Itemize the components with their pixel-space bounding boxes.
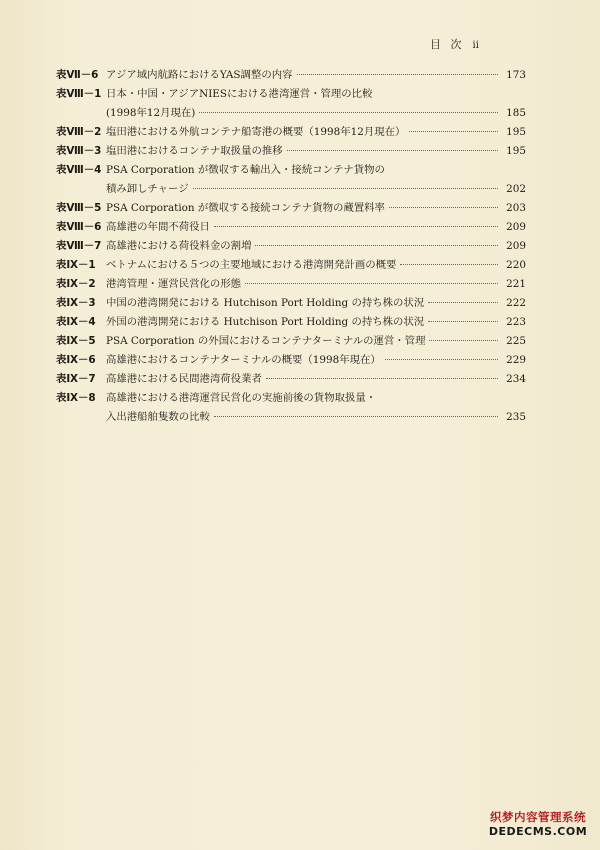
page-number: 222	[506, 297, 526, 309]
page-number: 173	[506, 69, 526, 81]
table-code: 表Ⅸ－8	[56, 392, 96, 404]
header-label: 目 次	[430, 38, 465, 51]
toc-entry-line	[56, 104, 526, 123]
page-number: 220	[506, 259, 526, 271]
dot-leader	[214, 226, 498, 227]
toc-entry-line	[56, 123, 526, 142]
table-code: 表Ⅷ－4	[56, 164, 102, 176]
table-title: 外国の港湾開発における Hutchison Port Holding の持ち株の状況	[106, 316, 425, 328]
table-code: 表Ⅸ－7	[56, 373, 96, 385]
table-code: 表Ⅸ－6	[56, 354, 96, 366]
toc-entry-line	[56, 85, 526, 104]
toc-entry-line	[56, 370, 526, 389]
toc-entry-line	[56, 180, 526, 199]
toc-entry-line	[56, 408, 526, 427]
table-code: 表Ⅶ－6	[56, 69, 99, 81]
table-title: アジア域内航路におけるYAS調整の内容	[106, 69, 293, 81]
table-title: 高雄港における港湾運営民営化の実施前後の貨物取扱量・	[106, 392, 377, 404]
toc-entry	[56, 370, 526, 389]
dot-leader	[400, 264, 498, 265]
table-title: 日本・中国・アジアNIESにおける港湾運営・管理の比較	[106, 88, 373, 100]
toc-entry-line	[56, 161, 526, 180]
page-number: 223	[506, 316, 526, 328]
page-number: 235	[506, 411, 526, 423]
dot-leader	[255, 245, 498, 246]
toc-entry	[56, 161, 526, 199]
table-code: 表Ⅸ－3	[56, 297, 96, 309]
toc-entry	[56, 123, 526, 142]
toc-entry	[56, 85, 526, 123]
page-number: 195	[506, 145, 526, 157]
toc-entry-line	[56, 313, 526, 332]
page-number: 225	[506, 335, 526, 347]
site-watermark	[482, 809, 594, 838]
table-title: PSA Corporation が徴収する接続コンテナ貨物の蔵置料率	[106, 202, 385, 214]
toc-entry	[56, 389, 526, 427]
dot-leader	[428, 302, 498, 303]
toc-entry-line	[56, 389, 526, 408]
toc-entry	[56, 275, 526, 294]
table-title: PSA Corporation の外国におけるコンテナターミナルの運営・管理	[106, 335, 426, 347]
dot-leader	[199, 112, 498, 113]
dot-leader	[297, 74, 498, 75]
table-title: 塩田港における外航コンテナ船寄港の概要（1998年12月現在）	[106, 126, 406, 138]
toc-entry-line	[56, 351, 526, 370]
table-title: 高雄港における荷役料金の割増	[106, 240, 252, 252]
table-code: 表Ⅸ－1	[56, 259, 96, 271]
page-number: 209	[506, 240, 526, 252]
dot-leader	[429, 340, 498, 341]
toc-entry	[56, 142, 526, 161]
dot-leader	[389, 207, 498, 208]
toc-entry	[56, 351, 526, 370]
running-header	[430, 36, 550, 52]
table-title: 高雄港の年間不荷役日	[106, 221, 210, 233]
page-number: 195	[506, 126, 526, 138]
toc-entry-line	[56, 275, 526, 294]
table-title: ベトナムにおける５つの主要地域における港湾開発計画の概要	[106, 259, 397, 271]
dot-leader	[409, 131, 498, 132]
watermark-line-2: DEDECMS.COM	[488, 825, 588, 838]
table-code: 表Ⅸ－2	[56, 278, 96, 290]
dot-leader	[428, 321, 498, 322]
toc-entry	[56, 218, 526, 237]
table-title: 積み卸しチャージ	[106, 183, 189, 195]
toc-entry	[56, 294, 526, 313]
dot-leader	[245, 283, 498, 284]
toc-entry	[56, 66, 526, 85]
toc-entry	[56, 237, 526, 256]
toc-entry-line	[56, 332, 526, 351]
page-number: 202	[506, 183, 526, 195]
table-title: 港湾管理・運営民営化の形態	[106, 278, 242, 290]
page-number: 185	[506, 107, 526, 119]
table-code: 表Ⅸ－5	[56, 335, 96, 347]
toc-entry	[56, 199, 526, 218]
table-list	[56, 66, 526, 427]
watermark-line-1: 织梦内容管理系统	[490, 810, 586, 824]
dot-leader	[287, 150, 498, 151]
table-code: 表Ⅷ－6	[56, 221, 102, 233]
dot-leader	[214, 416, 498, 417]
toc-entry-line	[56, 218, 526, 237]
table-title: 高雄港におけるコンテナターミナルの概要（1998年現在）	[106, 354, 381, 366]
dot-leader	[385, 359, 498, 360]
table-code: 表Ⅷ－3	[56, 145, 102, 157]
toc-entry-line	[56, 199, 526, 218]
toc-entry-line	[56, 142, 526, 161]
toc-entry-line	[56, 294, 526, 313]
toc-entry	[56, 313, 526, 332]
table-title: PSA Corporation が徴収する輸出入・接続コンテナ貨物の	[106, 164, 385, 176]
page-number: 209	[506, 221, 526, 233]
toc-entry-line	[56, 66, 526, 85]
header-page-numeral: ii	[472, 40, 479, 51]
table-title: 中国の港湾開発における Hutchison Port Holding の持ち株の状況	[106, 297, 425, 309]
toc-entry	[56, 256, 526, 275]
table-title: 入出港船舶隻数の比較	[106, 411, 210, 423]
table-code: 表Ⅷ－1	[56, 88, 102, 100]
dot-leader	[193, 188, 498, 189]
table-title: 塩田港におけるコンテナ取扱量の推移	[106, 145, 283, 157]
table-title: 高雄港における民間港湾荷役業者	[106, 373, 262, 385]
page-number: 203	[506, 202, 526, 214]
page-number: 229	[506, 354, 526, 366]
toc-entry-line	[56, 237, 526, 256]
dot-leader	[266, 378, 498, 379]
table-code: 表Ⅸ－4	[56, 316, 96, 328]
toc-entry	[56, 332, 526, 351]
table-title: (1998年12月現在)	[106, 107, 196, 119]
page-number: 234	[506, 373, 526, 385]
page-number: 221	[506, 278, 526, 290]
table-code: 表Ⅷ－2	[56, 126, 102, 138]
table-code: 表Ⅷ－5	[56, 202, 102, 214]
table-code: 表Ⅷ－7	[56, 240, 102, 252]
toc-entry-line	[56, 256, 526, 275]
